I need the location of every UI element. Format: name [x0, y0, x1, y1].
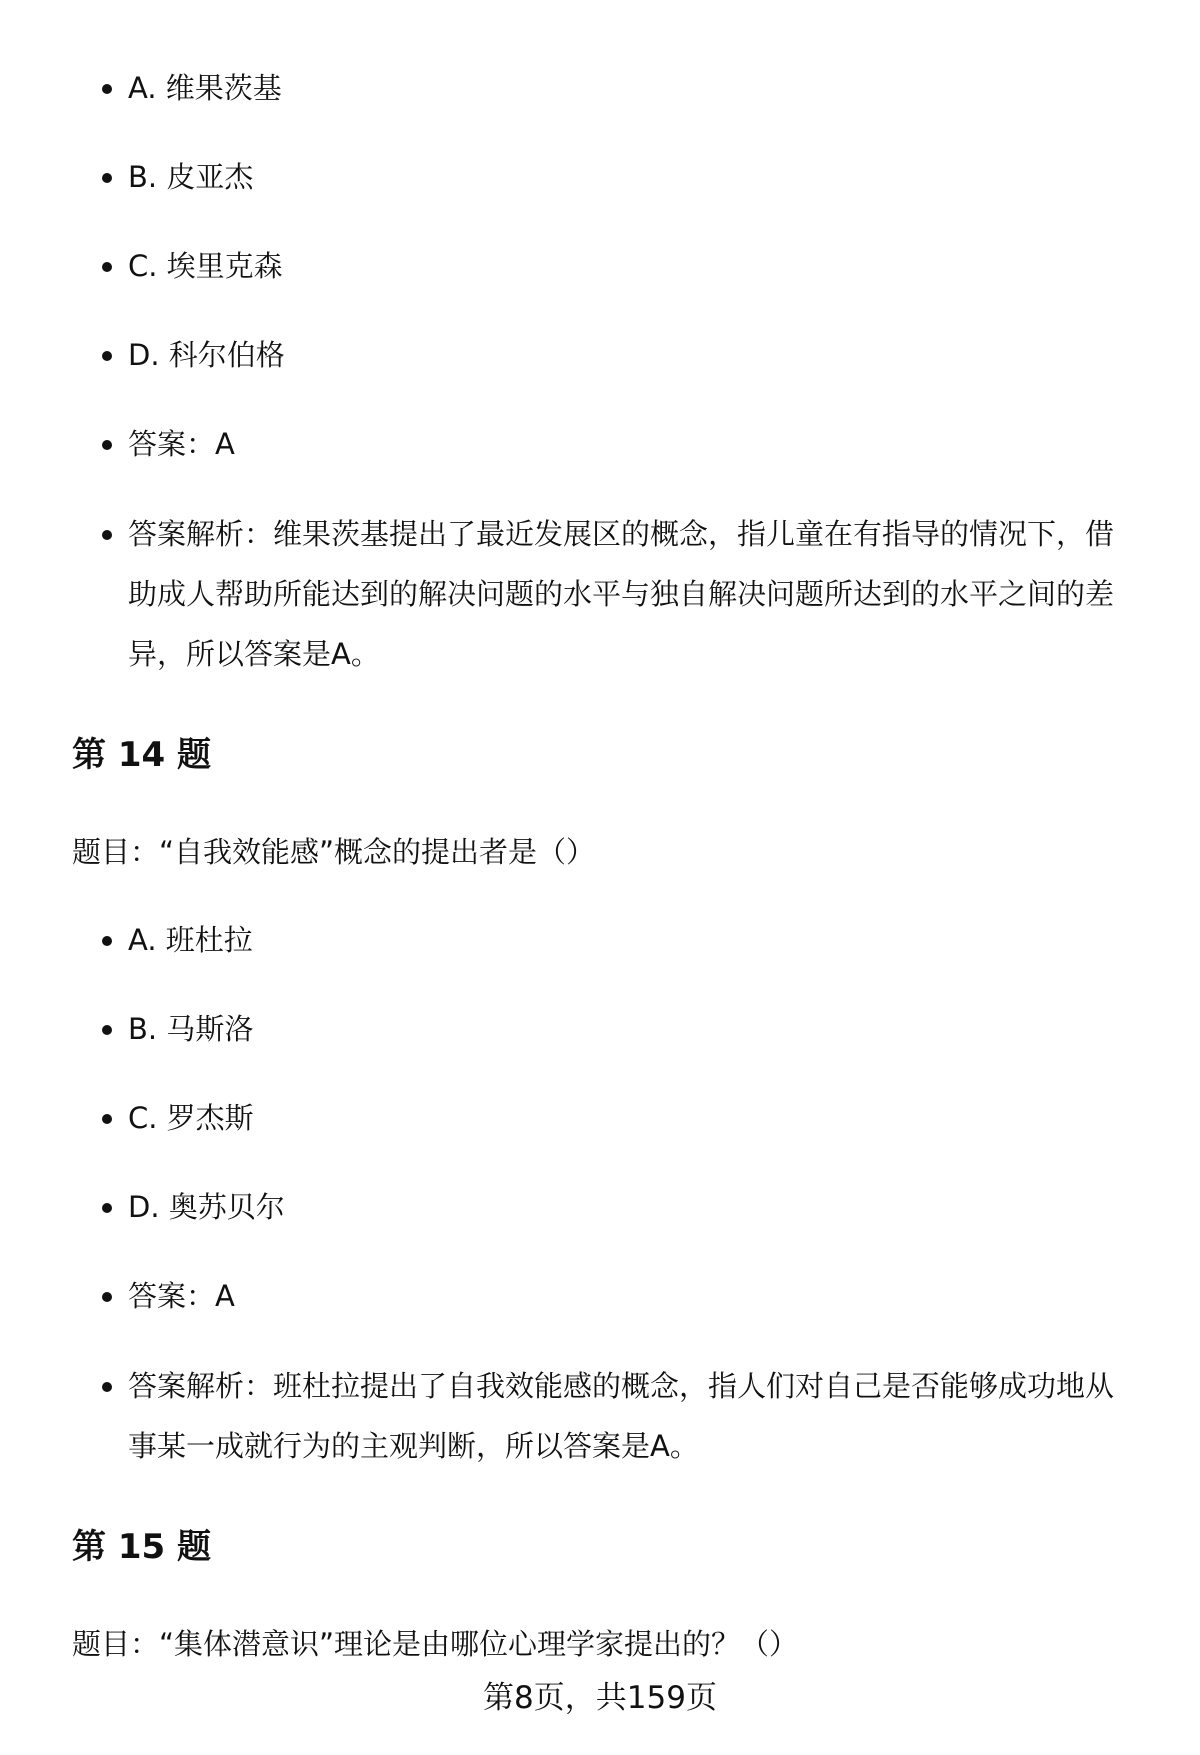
answer-text: 答案：A [128, 1279, 235, 1313]
question-heading: 第 15 题 [72, 1527, 211, 1567]
question-text: 题目：“自我效能感”概念的提出者是（） [72, 835, 596, 869]
q13-option-b [128, 147, 253, 207]
option-text: D. 奥苏贝尔 [128, 1190, 285, 1224]
q14-option-b [128, 999, 253, 1059]
q13-option-c [128, 236, 283, 296]
question-heading: 第 14 题 [72, 735, 211, 775]
bullet-icon [102, 262, 112, 272]
option-text: A. 班杜拉 [128, 923, 253, 957]
q13-option-a [128, 58, 282, 118]
option-text: A. 维果茨基 [128, 71, 282, 105]
q13-option-d [128, 325, 285, 385]
bullet-icon [102, 1114, 112, 1124]
option-text: C. 罗杰斯 [128, 1101, 254, 1135]
bullet-icon [102, 440, 112, 450]
q14-explanation [128, 1356, 1140, 1476]
q14-option-d [128, 1177, 285, 1237]
bullet-icon [102, 530, 112, 540]
bullet-icon [102, 1203, 112, 1213]
answer-text: 答案：A [128, 427, 235, 461]
q14-option-a [128, 910, 253, 970]
q13-answer [128, 414, 235, 474]
bullet-icon [102, 351, 112, 361]
bullet-icon [102, 1292, 112, 1302]
option-text: C. 埃里克森 [128, 249, 283, 283]
bullet-icon [102, 84, 112, 94]
q13-explanation [128, 504, 1140, 684]
q14-option-c [128, 1088, 254, 1148]
explanation-text: 答案解析：班杜拉提出了自我效能感的概念，指人们对自己是否能够成功地从事某一成就行为的主观判断，所以答案是A。 [128, 1369, 1115, 1463]
page-indicator: 第8页，共159页 [483, 1680, 717, 1716]
question-text: 题目：“集体潜意识”理论是由哪位心理学家提出的？（） [72, 1627, 799, 1661]
bullet-icon [102, 1025, 112, 1035]
bullet-icon [102, 173, 112, 183]
explanation-text: 答案解析：维果茨基提出了最近发展区的概念，指儿童在有指导的情况下，借助成人帮助所能达到的解决问题的水平与独自解决问题所达到的水平之间的差异，所以答案是A。 [128, 517, 1115, 671]
option-text: B. 皮亚杰 [128, 160, 254, 194]
option-text: B. 马斯洛 [128, 1012, 254, 1046]
bullet-icon [102, 1382, 112, 1392]
option-text: D. 科尔伯格 [128, 338, 285, 372]
bullet-icon [102, 936, 112, 946]
q14-answer [128, 1266, 235, 1326]
